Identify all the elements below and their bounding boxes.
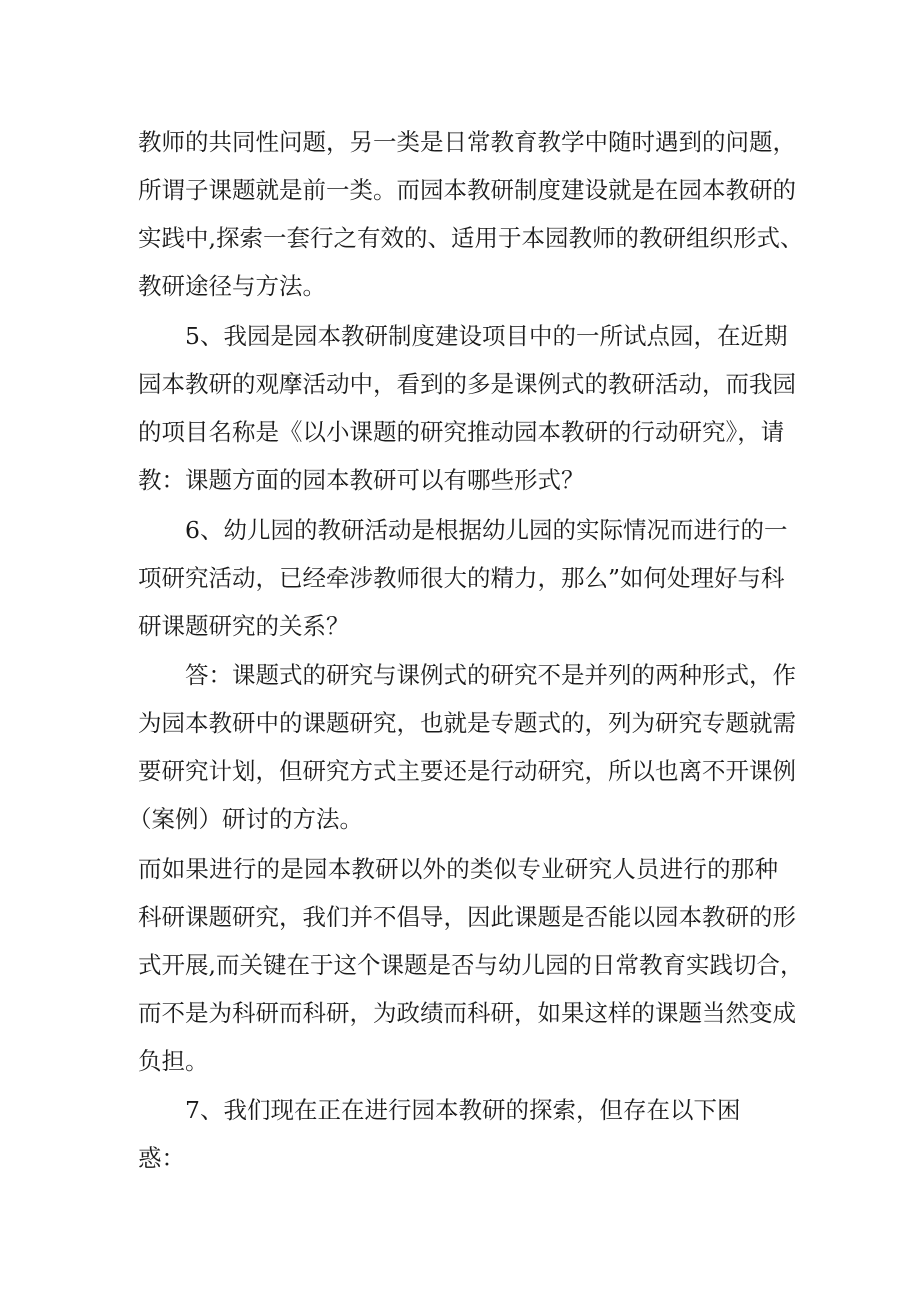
paragraph-2-line-2: 园本教研的观摩活动中，看到的多是课例式的教研活动，而我园 xyxy=(138,370,796,398)
paragraph-5-line-3: 式开展,而关键在于这个课题是否与幼儿园的日常教育实践切合， xyxy=(138,951,804,979)
paragraph-6-line-2: 惑： xyxy=(138,1144,185,1172)
paragraph-4-line-1: 答：课题式的研究与课例式的研究不是并列的两种形式，作 xyxy=(185,661,796,689)
paragraph-2-line-4: 教：课题方面的园本教研可以有哪些形式？ xyxy=(138,466,585,494)
paragraph-4-line-4: （案例）研讨的方法。 xyxy=(128,805,363,833)
paragraph-5-line-1: 而如果进行的是园本教研以外的类似专业研究人员进行的那种 xyxy=(138,855,778,883)
paragraph-4-line-2: 为园本教研中的课题研究，也就是专题式的，列为研究专题就需 xyxy=(138,709,796,737)
paragraph-5-line-5: 负担。 xyxy=(138,1047,209,1075)
paragraph-5-line-2: 科研课题研究，我们并不倡导，因此课题是否能以园本教研的形 xyxy=(138,903,796,931)
paragraph-1-line-1: 教师的共同性问题，另一类是日常教育教学中随时遇到的问题， xyxy=(138,128,796,156)
paragraph-4-line-3: 要研究计划，但研究方式主要还是行动研究，所以也离不开课例 xyxy=(138,757,796,785)
paragraph-1-line-2: 所谓子课题就是前一类。而园本教研制度建设就是在园本教研的 xyxy=(138,176,796,204)
paragraph-3-line-3: 研课题研究的关系？ xyxy=(138,612,350,640)
paragraph-2-line-3: 的项目名称是《以小课题的研究推动园本教研的行动研究》，请 xyxy=(138,418,785,446)
paragraph-2-line-1: 5、我园是园本教研制度建设项目中的一所试点园，在近期 xyxy=(185,322,788,350)
paragraph-6-line-1: 7、我们现在正在进行园本教研的探索，但存在以下困 xyxy=(185,1096,741,1124)
paragraph-3-line-1: 6、幼儿园的教研活动是根据幼儿园的实际情况而进行的一 xyxy=(185,516,788,544)
paragraph-3-line-2: 项研究活动，已经牵涉教师很大的精力，那么”如何处理好与科 xyxy=(138,564,785,592)
paragraph-1-line-3: 实践中,探索一套行之有效的、适用于本园教师的教研组织形式、 xyxy=(138,224,804,252)
paragraph-5-line-4: 而不是为科研而科研，为政绩而科研，如果这样的课题当然变成 xyxy=(138,999,796,1027)
paragraph-1-line-4: 教研途径与方法。 xyxy=(138,272,326,300)
